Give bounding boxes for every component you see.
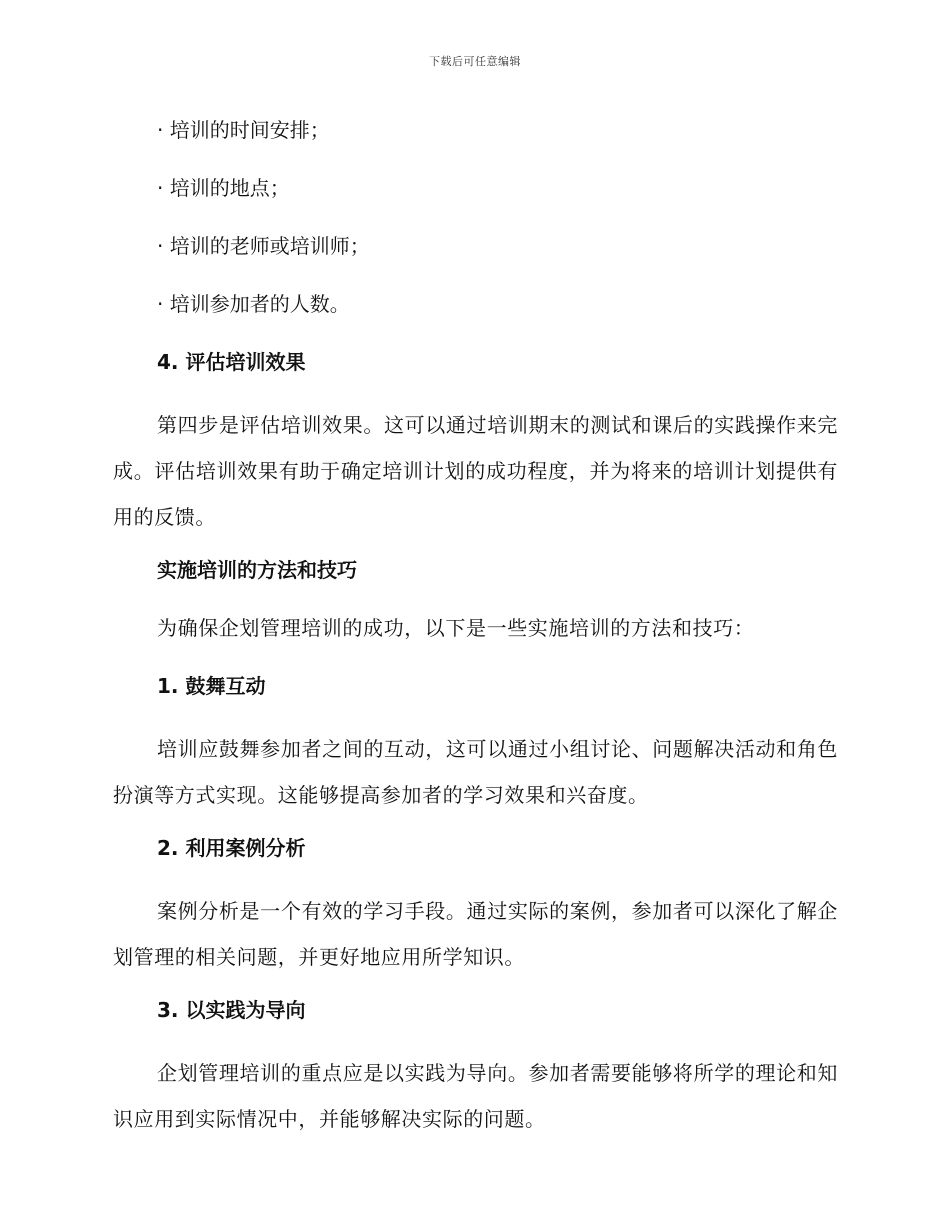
paragraph-methods-intro: 为确保企划管理培训的成功，以下是一些实施培训的方法和技巧： [157,616,755,640]
bullet-item: · 培训参加者的人数。 [157,292,350,316]
section-heading-interaction: 1. 鼓舞互动 [157,674,266,698]
paragraph-practice: 企划管理培训的重点应是以实践为导向。参加者需要能够将所学的理论和知识应用到实际情况中，并能够解决实际的问题。 [113,1061,838,1131]
bullet-item: · 培训的时间安排； [157,118,330,142]
document-body [113,112,838,1154]
bullet-item: · 培训的地点； [157,176,290,200]
bullet-item: · 培训的老师或培训师； [157,234,370,258]
section-heading-evaluate: 4. 评估培训效果 [157,350,306,374]
paragraph-interaction: 培训应鼓舞参加者之间的互动，这可以通过小组讨论、问题解决活动和角色扮演等方式实现。这能够提高参加者的学习效果和兴奋度。 [113,737,838,807]
paragraph-case-study: 案例分析是一个有效的学习手段。通过实际的案例，参加者可以深化了解企划管理的相关问题，并更好地应用所学知识。 [113,899,838,969]
section-heading-methods: 实施培训的方法和技巧 [157,558,357,582]
page-header: 下载后可任意编辑 [429,55,521,68]
section-heading-practice: 3. 以实践为导向 [157,998,306,1022]
paragraph-evaluate: 第四步是评估培训效果。这可以通过培训期末的测试和课后的实践操作来完成。评估培训效果有助于确定培训计划的成功程度，并为将来的培训计划提供有用的反馈。 [113,413,838,529]
section-heading-case-study: 2. 利用案例分析 [157,836,306,860]
